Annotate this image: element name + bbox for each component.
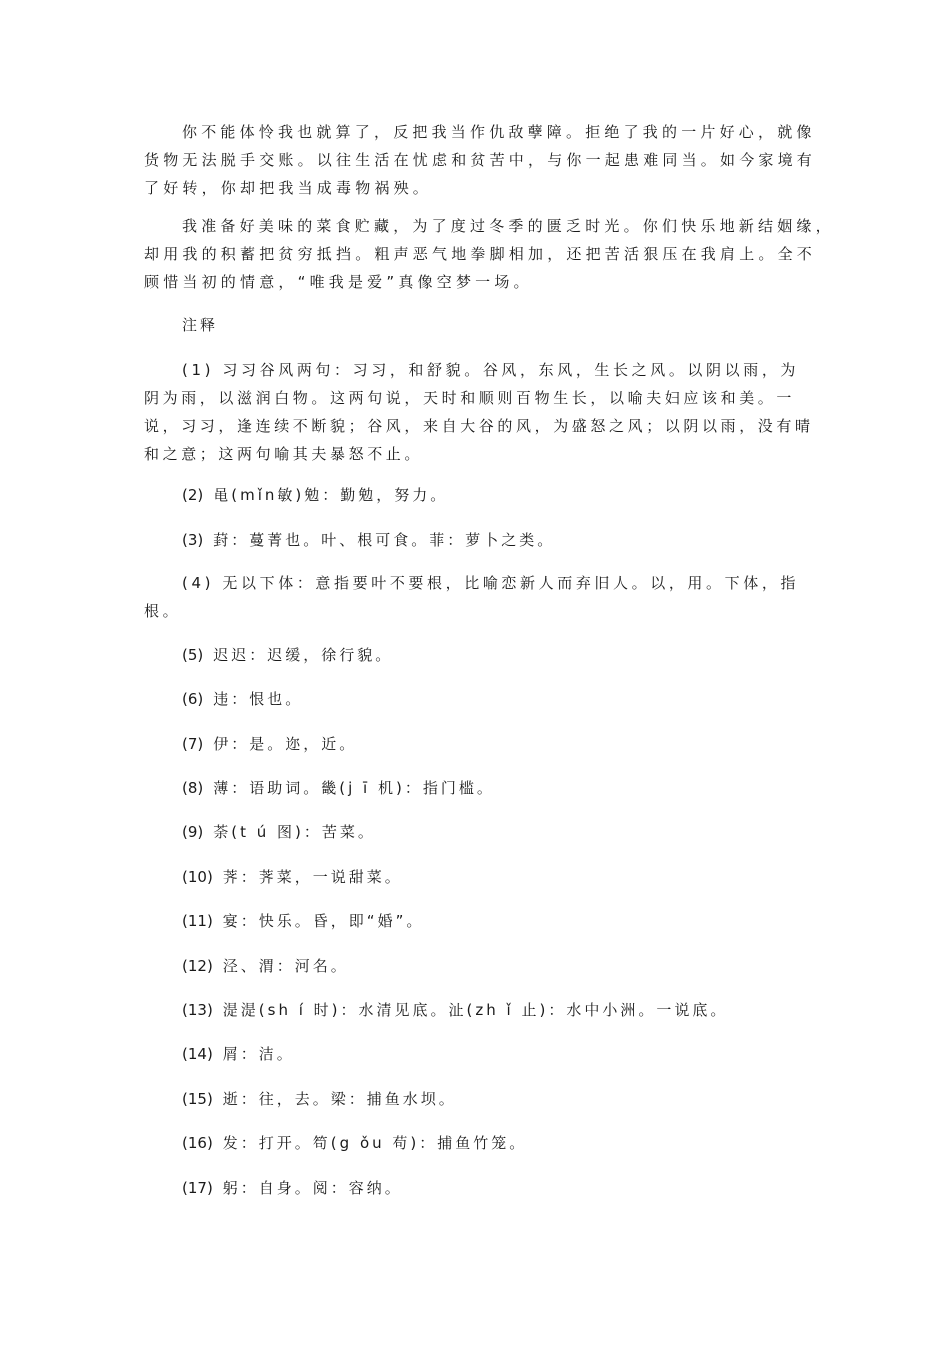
note-text: 躬：自身。阅：容纳。 — [222, 1179, 403, 1197]
note-text: 黾(mǐn敏)勉：勤勉，努力。 — [213, 486, 449, 504]
note-number: (10) — [182, 868, 213, 886]
note-number: (9) — [182, 823, 204, 841]
note-15 — [182, 1088, 457, 1110]
note-line: 阴为雨，以滋润白物。这两句说，天时和顺则百物生长，以喻夫妇应该和美。一 — [144, 389, 796, 407]
note-line: 和之意；这两句喻其夫暴怒不止。 — [144, 445, 424, 463]
note-1 — [144, 356, 814, 468]
text-line: 我准备好美味的菜食贮藏，为了度过冬季的匮乏时光。你们快乐地新结姻缘， — [182, 217, 835, 235]
note-number: (12) — [182, 957, 213, 975]
note-13 — [182, 999, 728, 1021]
note-number: (13) — [182, 1001, 213, 1019]
note-text: 违：恨也。 — [213, 690, 304, 708]
text-line: 却用我的积蓄把贫穷抵挡。粗声恶气地拳脚相加，还把苦活狠压在我肩上。全不 — [144, 245, 817, 263]
note-number: (5) — [182, 646, 204, 664]
note-text: 宴：快乐。昏，即“婚”。 — [222, 912, 425, 930]
note-text: 葑：蔓菁也。叶、根可食。菲：萝卜之类。 — [213, 531, 556, 549]
note-number: (14) — [182, 1045, 213, 1063]
note-number: (2) — [182, 486, 204, 504]
text-line: 顾惜当初的情意，“唯我是爱”真像空梦一场。 — [144, 273, 533, 291]
text-line: 货物无法脱手交账。以往生活在忧虑和贫苦中，与你一起患难同当。如今家境有 — [144, 151, 817, 169]
note-9 — [182, 821, 376, 843]
note-number: (3) — [182, 531, 204, 549]
note-8 — [182, 777, 495, 799]
note-7 — [182, 733, 357, 755]
note-line: 根。 — [144, 602, 182, 620]
note-number: (17) — [182, 1179, 213, 1197]
note-number: (15) — [182, 1090, 213, 1108]
text-line: 你不能体怜我也就算了，反把我当作仇敌孽障。拒绝了我的一片好心，就像 — [182, 123, 816, 141]
note-10 — [182, 866, 403, 888]
translation-paragraph-1 — [144, 118, 817, 202]
note-text: 薄：语助词。畿(j ī 机)：指门槛。 — [213, 779, 495, 797]
note-text: 泾、渭：河名。 — [222, 957, 349, 975]
notes-heading: 注释 — [182, 316, 219, 334]
note-text: 发：打开。笱(g ǒu 苟)：捕鱼竹笼。 — [222, 1134, 528, 1152]
note-17 — [182, 1177, 403, 1199]
note-12 — [182, 955, 349, 977]
note-4 — [144, 569, 802, 625]
note-text: 迟迟：迟缓，徐行貌。 — [213, 646, 394, 664]
note-11 — [182, 910, 424, 932]
note-14 — [182, 1043, 295, 1065]
note-3 — [182, 529, 555, 551]
note-number: (16) — [182, 1134, 213, 1152]
note-text: 伊：是。迩，近。 — [213, 735, 358, 753]
text-line: 了好转，你却把我当成毒物祸殃。 — [144, 179, 433, 197]
note-text: 湜湜(sh í 时)：水清见底。沚(zh ǐ 止)：水中小洲。一说底。 — [222, 1001, 729, 1019]
note-line: 说，习习，逢连续不断貌；谷风，来自大谷的风，为盛怒之风；以阴以雨，没有晴 — [144, 417, 814, 435]
translation-paragraph-2 — [144, 212, 835, 296]
note-2 — [182, 484, 448, 506]
note-text: 荠：荠菜，一说甜菜。 — [222, 868, 403, 886]
note-line: (1) 习习谷风两句：习习，和舒貌。谷风，东风，生长之风。以阴以雨，为 — [182, 361, 800, 379]
note-number: (11) — [182, 912, 213, 930]
note-text: 屑：洁。 — [222, 1045, 295, 1063]
note-line: (4) 无以下体：意指要叶不要根，比喻恋新人而弃旧人。以，用。下体，指 — [182, 574, 800, 592]
note-number: (7) — [182, 735, 204, 753]
note-text: 荼(t ú 图)：苦菜。 — [213, 823, 376, 841]
note-text: 逝：往，去。梁：捕鱼水坝。 — [222, 1090, 457, 1108]
note-6 — [182, 688, 303, 710]
note-16 — [182, 1132, 527, 1154]
note-number: (6) — [182, 690, 204, 708]
note-5 — [182, 644, 393, 666]
note-number: (8) — [182, 779, 204, 797]
